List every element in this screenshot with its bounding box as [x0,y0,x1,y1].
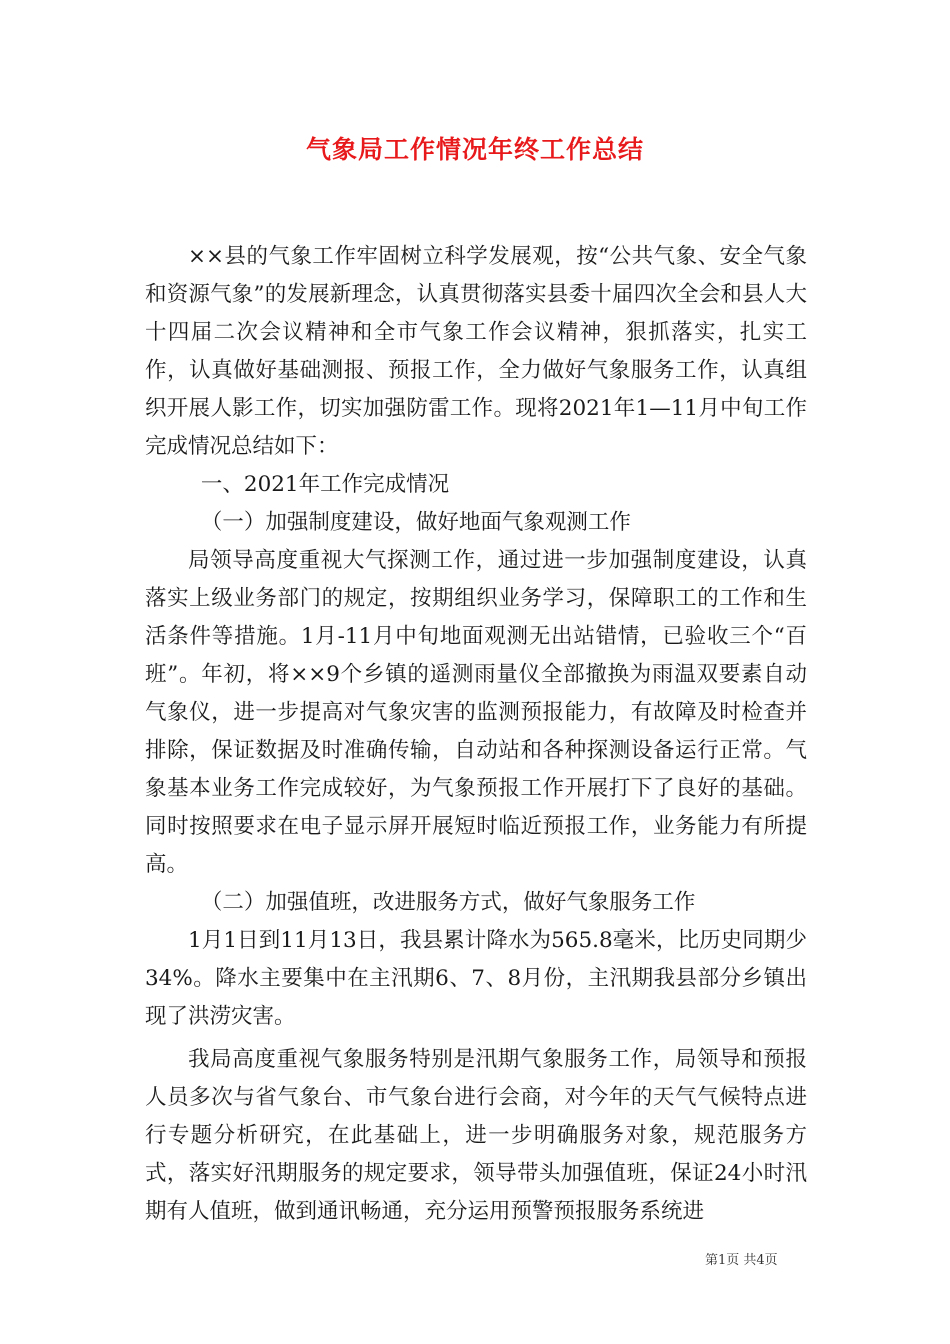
paragraph-precipitation: 1月1日到11月13日，我县累计降水为565.8毫米，比历史同期少34%。降水主要集中在主汛期6、7、8月份，主汛期我县部分乡镇出现了洪涝灾害。 [145,928,807,1029]
paragraph-observation: 局领导高度重视大气探测工作，通过进一步加强制度建设，认真落实上级业务部门的规定，按期组织业务学习，保障职工的工作和生活条件等措施。1月-11月中旬地面观测无出站错情，已验收三个“百班”。年初，将××9个乡镇的遥测雨量仪全部撤换为雨温双要素自动气象仪，进一步提高对气象灾害的监测预报能力，有故障及时检查并排除，保证数据及时准确传输，自动站和各种探测设备运行正常。气象基本业务工作完成较好，为气象预报工作开展打下了良好的基础。同时按照要求在电子显示屏开展短时临近预报工作，业务能力有所提高。 [145,548,807,877]
subsection-heading-1: （一）加强制度建设，做好地面气象观测工作 [200,510,631,535]
paragraph-service: 我局高度重视气象服务特别是汛期气象服务工作，局领导和预报人员多次与省气象台、市气象台进行会商，对今年的天气气候特点进行专题分析研究，在此基础上，进一步明确服务对象，规范服务方式，落实好汛期服务的规定要求，领导带头加强值班，保证24小时汛期有人值班，做到通讯畅通，充分运用预警预报服务系统进 [145,1047,807,1224]
section-heading-1: 一、2021年工作完成情况 [200,472,450,497]
document-body [145,238,807,1231]
paragraph-intro: ××县的气象工作牢固树立科学发展观，按“公共气象、安全气象和资源气象”的发展新理念，认真贯彻落实县委十届四次全会和县人大十四届二次会议精神和全市气象工作会议精神，狠抓落实，扎实工作，认真做好基础测报、预报工作，全力做好气象服务工作，认真组织开展人影工作，切实加强防雷工作。现将2021年1—11月中旬工作完成情况总结如下： [145,244,807,459]
page-number-footer: 第1页 共4页 [705,1253,778,1268]
document-title: 气象局工作情况年终工作总结 [305,135,644,164]
subsection-heading-2: （二）加强值班，改进服务方式，做好气象服务工作 [200,890,696,915]
